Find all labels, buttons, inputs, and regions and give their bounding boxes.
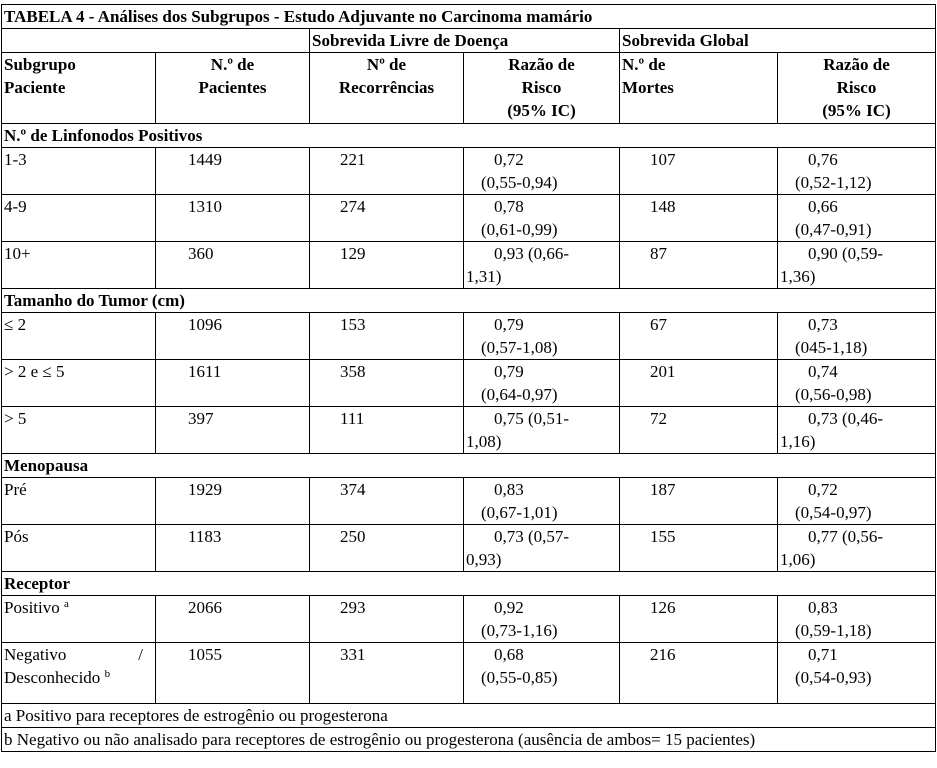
- ratio-line: (0,57-1,08): [481, 338, 558, 357]
- recurrences-cell: 293: [310, 596, 464, 643]
- hazard-ratio-dfs-cell: [464, 148, 620, 195]
- ratio-line: 0,72: [808, 480, 838, 499]
- ratio-line: 0,93): [466, 550, 502, 569]
- deaths-cell: 187: [620, 478, 778, 525]
- hazard-ratio-os-cell: [778, 242, 936, 289]
- hazard-ratio-os-cell: [778, 596, 936, 643]
- patients-cell: 1929: [156, 478, 310, 525]
- deaths-cell: 107: [620, 148, 778, 195]
- row-label: [2, 360, 156, 407]
- ratio-line: 0,83: [494, 480, 524, 499]
- row-label-text: Pós: [4, 527, 29, 546]
- patients-cell: 397: [156, 407, 310, 454]
- table-row: [2, 643, 936, 704]
- ratio-line: (0,55-0,85): [481, 668, 558, 687]
- ratio-line: 0,73 (0,46-: [808, 409, 884, 428]
- footnote: a Positivo para receptores de estrogênio ou progesterona: [2, 704, 936, 728]
- ratio-line: 0,74: [808, 362, 838, 381]
- row-label-text: Positivo: [4, 598, 60, 617]
- section-title: Tamanho do Tumor (cm): [2, 289, 936, 313]
- table-row: [2, 525, 936, 572]
- header-subgroup: [2, 53, 156, 124]
- table-row: [2, 360, 936, 407]
- ratio-line: 1,31): [466, 267, 502, 286]
- hazard-ratio-os-cell: [778, 407, 936, 454]
- group-header-os: Sobrevida Global: [620, 29, 936, 53]
- table-title: TABELA 4 - Análises dos Subgrupos - Estudo Adjuvante no Carcinoma mamário: [2, 5, 936, 29]
- ratio-line: 0,83: [808, 598, 838, 617]
- ratio-line: 0,73 (0,57-: [494, 527, 570, 546]
- hazard-ratio-os-cell: [778, 148, 936, 195]
- ratio-line: 0,73: [808, 315, 838, 334]
- hazard-ratio-dfs-cell: [464, 596, 620, 643]
- hazard-ratio-dfs-cell: [464, 478, 620, 525]
- header-patients: [156, 53, 310, 124]
- table-row: [2, 313, 936, 360]
- hazard-ratio-os-cell: [778, 360, 936, 407]
- section-title: Menopausa: [2, 454, 936, 478]
- section-header-row: [2, 454, 936, 478]
- row-label-line: [4, 666, 153, 689]
- row-label-text: Negativo: [4, 645, 67, 664]
- row-label-line: [4, 643, 153, 666]
- footnote-marker: b: [104, 668, 111, 680]
- patients-cell: 2066: [156, 596, 310, 643]
- patients-cell: 1055: [156, 643, 310, 704]
- ratio-line: 0,79: [494, 315, 524, 334]
- footnote-marker: a: [64, 598, 69, 610]
- ratio-line: 0,90 (0,59-: [808, 244, 884, 263]
- header-line: Subgrupo: [4, 55, 76, 74]
- patients-cell: 1449: [156, 148, 310, 195]
- hazard-ratio-dfs-cell: [464, 242, 620, 289]
- patients-cell: 1096: [156, 313, 310, 360]
- ratio-line: (0,56-0,98): [795, 385, 872, 404]
- row-label-slash: /: [138, 645, 143, 664]
- deaths-cell: 201: [620, 360, 778, 407]
- footnote: b Negativo ou não analisado para receptores de estrogênio ou progesterona (ausência de ambos= 15 pacientes): [2, 728, 936, 752]
- table-row: [2, 407, 936, 454]
- recurrences-cell: 129: [310, 242, 464, 289]
- ratio-line: (0,54-0,97): [795, 503, 872, 522]
- header-line: Risco: [521, 78, 562, 97]
- hazard-ratio-os-cell: [778, 478, 936, 525]
- section-header-row: [2, 124, 936, 148]
- deaths-cell: 72: [620, 407, 778, 454]
- row-label: [2, 242, 156, 289]
- recurrences-cell: 358: [310, 360, 464, 407]
- row-label: [2, 313, 156, 360]
- ratio-line: 0,76: [808, 150, 838, 169]
- ratio-line: 0,75 (0,51-: [494, 409, 570, 428]
- ratio-line: 1,08): [466, 432, 502, 451]
- row-label: [2, 596, 156, 643]
- ratio-line: 0,92: [494, 598, 524, 617]
- header-line: Nº de: [366, 55, 407, 74]
- hazard-ratio-dfs-cell: [464, 525, 620, 572]
- patients-cell: 360: [156, 242, 310, 289]
- deaths-cell: 67: [620, 313, 778, 360]
- hazard-ratio-dfs-cell: [464, 407, 620, 454]
- header-line: N.º de: [622, 55, 666, 74]
- ratio-line: (0,67-1,01): [481, 503, 558, 522]
- row-label: [2, 407, 156, 454]
- ratio-line: (0,47-0,91): [795, 220, 872, 239]
- ratio-line: 0,77 (0,56-: [808, 527, 884, 546]
- section-title: N.º de Linfonodos Positivos: [2, 124, 936, 148]
- hazard-ratio-dfs-cell: [464, 643, 620, 704]
- ratio-line: (045-1,18): [795, 338, 868, 357]
- table-row: [2, 596, 936, 643]
- ratio-line: (0,55-0,94): [481, 173, 558, 192]
- ratio-line: 1,16): [780, 432, 816, 451]
- ratio-line: 0,79: [494, 362, 524, 381]
- header-line: (95% IC): [507, 101, 576, 120]
- hazard-ratio-os-cell: [778, 643, 936, 704]
- recurrences-cell: 111: [310, 407, 464, 454]
- recurrences-cell: 250: [310, 525, 464, 572]
- row-label-text: 10+: [4, 244, 31, 263]
- footnote-row: [2, 728, 936, 752]
- hazard-ratio-os-cell: [778, 195, 936, 242]
- deaths-cell: 87: [620, 242, 778, 289]
- table-row: [2, 195, 936, 242]
- hazard-ratio-dfs-cell: [464, 313, 620, 360]
- row-label-text: 1-3: [4, 150, 27, 169]
- row-label-text: > 2 e ≤ 5: [4, 362, 65, 381]
- hazard-ratio-os-cell: [778, 313, 936, 360]
- ratio-line: (0,54-0,93): [795, 668, 872, 687]
- patients-cell: 1310: [156, 195, 310, 242]
- header-deaths: [620, 53, 778, 124]
- group-header-dfs: Sobrevida Livre de Doença: [310, 29, 620, 53]
- header-line: Razão de: [508, 55, 575, 74]
- table-row: [2, 242, 936, 289]
- recurrences-cell: 274: [310, 195, 464, 242]
- ratio-line: 0,72: [494, 150, 524, 169]
- recurrences-cell: 374: [310, 478, 464, 525]
- header-recurrences: [310, 53, 464, 124]
- patients-cell: 1183: [156, 525, 310, 572]
- recurrences-cell: 221: [310, 148, 464, 195]
- ratio-line: 0,93 (0,66-: [494, 244, 570, 263]
- deaths-cell: 216: [620, 643, 778, 704]
- header-line: Pacientes: [198, 78, 267, 97]
- hazard-ratio-dfs-cell: [464, 360, 620, 407]
- footnote-row: [2, 704, 936, 728]
- row-label: [2, 148, 156, 195]
- ratio-line: (0,52-1,12): [795, 173, 872, 192]
- ratio-line: 1,36): [780, 267, 816, 286]
- header-line: Risco: [836, 78, 877, 97]
- ratio-line: 0,71: [808, 645, 838, 664]
- row-label: [2, 478, 156, 525]
- ratio-line: (0,61-0,99): [481, 220, 558, 239]
- deaths-cell: 148: [620, 195, 778, 242]
- hazard-ratio-dfs-cell: [464, 195, 620, 242]
- row-label-text: ≤ 2: [4, 315, 27, 334]
- row-label-text: > 5: [4, 409, 27, 428]
- header-line: Mortes: [622, 78, 674, 97]
- row-label-text: Desconhecido: [4, 668, 101, 687]
- hazard-ratio-os-cell: [778, 525, 936, 572]
- header-hr-dfs: [464, 53, 620, 124]
- header-hr-os: [778, 53, 936, 124]
- row-label-text: Pré: [4, 480, 27, 499]
- recurrences-cell: 331: [310, 643, 464, 704]
- ratio-line: 0,78: [494, 197, 524, 216]
- empty-group-cell: [2, 29, 310, 53]
- header-line: N.º de: [210, 55, 255, 74]
- ratio-line: 0,66: [808, 197, 838, 216]
- patients-cell: 1611: [156, 360, 310, 407]
- section-title: Receptor: [2, 572, 936, 596]
- ratio-line: (0,73-1,16): [481, 621, 558, 640]
- ratio-line: (0,64-0,97): [481, 385, 558, 404]
- section-header-row: [2, 289, 936, 313]
- section-header-row: [2, 572, 936, 596]
- header-line: Paciente: [4, 78, 66, 97]
- row-label-text: 4-9: [4, 197, 27, 216]
- header-line: Razão de: [823, 55, 890, 74]
- table-row: [2, 478, 936, 525]
- row-label: [2, 643, 156, 704]
- subgroup-analysis-table: [1, 4, 936, 752]
- deaths-cell: 126: [620, 596, 778, 643]
- table-row: [2, 148, 936, 195]
- row-label: [2, 525, 156, 572]
- row-label: [2, 195, 156, 242]
- recurrences-cell: 153: [310, 313, 464, 360]
- ratio-line: 1,06): [780, 550, 816, 569]
- header-line: (95% IC): [822, 101, 891, 120]
- ratio-line: (0,59-1,18): [795, 621, 872, 640]
- ratio-line: 0,68: [494, 645, 524, 664]
- header-line: Recorrências: [338, 78, 435, 97]
- deaths-cell: 155: [620, 525, 778, 572]
